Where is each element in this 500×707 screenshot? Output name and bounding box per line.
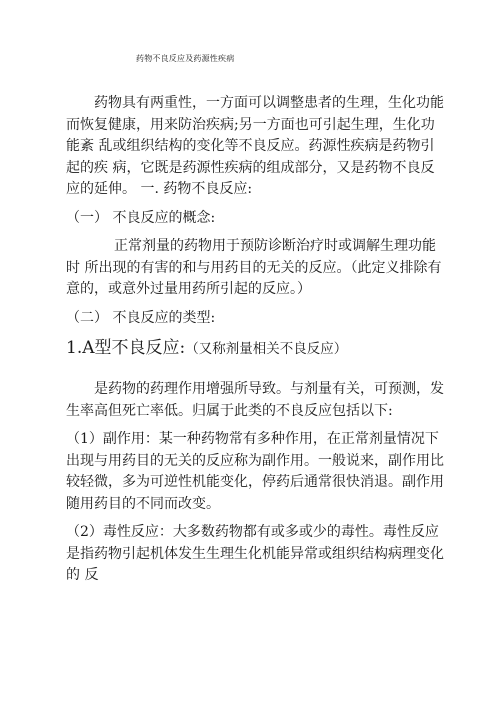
intro-paragraph: 药物具有两重性，一方面可以调整患者的生理，生化功能而恢复健康，用来防治疾病;另一方面也可引起生理，生化功能紊 乱或组织结构的变化等不良反应。药源性疾病是药物引起的疾 病，它既是药源性疾病的组成部分，又是药物不良反应的延伸。 一. 药物不良反应: xyxy=(66,95,444,197)
toxic-reaction-paragraph: （2）毒性反应：大多数药物都有或多或少的毒性。毒性反应是指药物引起机体发生生理生化机能异常或组织结构病理变化的 反 xyxy=(66,524,444,583)
document-body xyxy=(66,93,446,587)
type-a-description: 是药物的药理作用增强所导致。与剂量有关，可预测，发生率高但死亡率低。归属于此类的不良反应包括以下: xyxy=(66,381,444,419)
type-a-heading xyxy=(66,336,446,361)
definition-paragraph: 正常剂量的药物用于预防诊断治疗时或调解生理功能时 所出现的有害的和与用药目的无关的反应。（此定义排除有意的，或意外过量用药所引起的反应。） xyxy=(66,238,442,297)
type-a-title: 1.A型不良反应: xyxy=(66,338,186,358)
side-effect-paragraph: （1）副作用：某一种药物常有多种作用，在正常剂量情况下出现与用药目的无关的反应称为副作用。一般说来，副作用比较轻微，多为可逆性机能变化，停药后通常很快消退。副作用随用药目的不同而改变。 xyxy=(66,431,444,512)
section-heading-types: （二） 不良反应的类型: xyxy=(66,309,216,326)
section-heading-concept: （一） 不良反应的概念: xyxy=(66,209,216,226)
type-a-subtitle: （又称剂量相关不良反应） xyxy=(185,341,348,357)
page-header: 药物不良反应及药源性疾病 xyxy=(136,54,235,63)
